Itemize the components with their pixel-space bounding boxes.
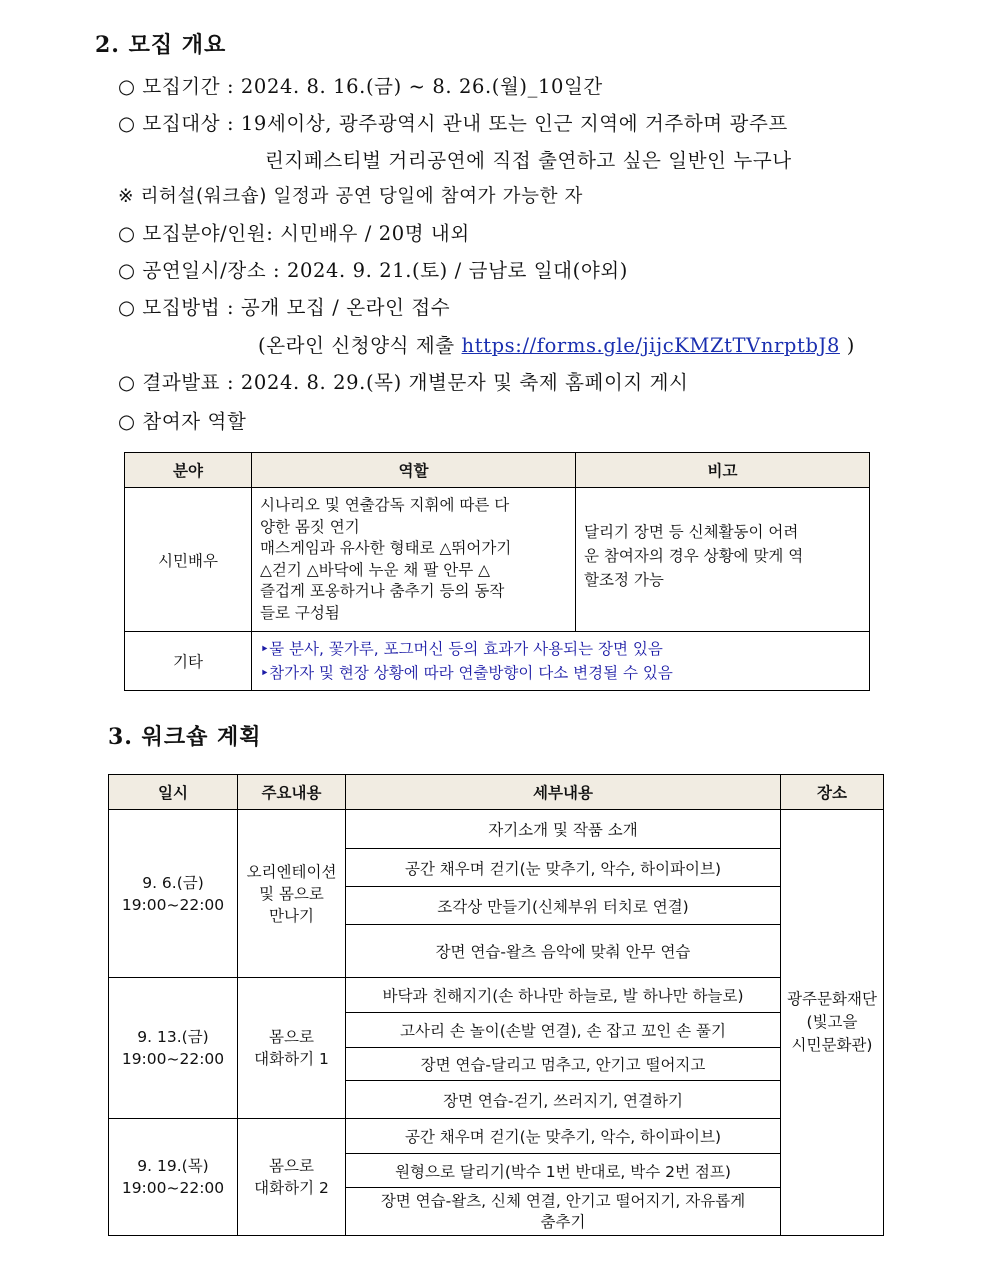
note-line: 달리기 장면 등 신체활동이 어려 — [584, 522, 799, 541]
role-line: 즐겁게 포옹하거나 춤추기 등의 동작 — [260, 582, 505, 600]
place-line: 광주문화재단 — [787, 990, 877, 1008]
ws-detail: 조각상 만들기(신체부위 터치로 연결) — [346, 887, 781, 925]
time-line: 19:00~22:00 — [121, 1050, 225, 1068]
ws-detail: 고사리 손 놀이(손발 연결), 손 잡고 꼬인 손 풀기 — [346, 1013, 781, 1048]
topic-line: 대화하기 2 — [254, 1179, 329, 1197]
apply-form-link[interactable]: https://forms.gle/jijcKMZtTVnrptbJ8 — [461, 334, 840, 357]
recruit-field: ○ 모집분야/인원: 시민배우 / 20명 내외 — [118, 222, 470, 245]
role-line: 시나리오 및 연출감독 지휘에 따른 다 — [260, 496, 510, 514]
recruit-method: ○ 모집방법 : 공개 모집 / 온라인 접수 — [118, 296, 451, 319]
ws-date-3 — [109, 1119, 238, 1236]
role-line: 양한 몸짓 연기 — [260, 517, 360, 536]
ws-detail: 장면 연습-걷기, 쓰러지기, 연결하기 — [346, 1081, 781, 1119]
result-announce: ○ 결과발표 : 2024. 8. 29.(목) 개별문자 및 축제 홈페이지 게시 — [118, 371, 689, 394]
date-line: 9. 6.(금) — [142, 873, 204, 892]
ws-detail: 장면 연습-달리고 멈추고, 안기고 떨어지고 — [346, 1048, 781, 1081]
ws-topic-2 — [238, 978, 346, 1119]
ws-detail: 원형으로 달리기(박수 1번 반대로, 박수 2번 점프) — [346, 1154, 781, 1188]
role-field-citizen: 시민배우 — [125, 488, 252, 632]
role-line: 들로 구성됨 — [260, 603, 340, 622]
detail-line: 춤추기 — [540, 1212, 586, 1231]
section-2-title: 2. 모집 개요 — [95, 32, 227, 58]
topic-line: 몸으로 — [269, 1028, 314, 1046]
ws-header-topic: 주요내용 — [238, 775, 346, 810]
role-line: △걷기 △바닥에 누운 채 팔 안무 △ — [260, 560, 491, 579]
role-table — [124, 452, 870, 691]
note-line: 운 참여자의 경우 상황에 맞게 역 — [584, 546, 804, 565]
date-line: 9. 19.(목) — [137, 1157, 209, 1175]
apply-prefix: (온라인 신청양식 제출 — [258, 334, 462, 357]
role-header-field: 분야 — [125, 453, 252, 488]
apply-online — [258, 330, 855, 358]
apply-suffix: ) — [839, 334, 855, 357]
ws-topic-1 — [238, 810, 346, 978]
other-note: ‣참가자 및 현장 상황에 따라 연출방향이 다소 변경될 수 있음 — [260, 664, 673, 682]
section-3-title: 3. 워크숍 계획 — [108, 724, 262, 750]
ws-detail: 자기소개 및 작품 소개 — [346, 810, 781, 849]
ws-date-1 — [109, 810, 238, 978]
ws-header-place: 장소 — [781, 775, 884, 810]
topic-line: 만나기 — [269, 906, 314, 925]
participant-role-heading: ○ 참여자 역할 — [118, 410, 247, 433]
recruit-period: ○ 모집기간 : 2024. 8. 16.(금) ~ 8. 26.(월)_10일간 — [118, 75, 603, 98]
role-header-role: 역할 — [252, 453, 576, 488]
date-line: 9. 13.(금) — [137, 1028, 209, 1046]
topic-line: 몸으로 — [269, 1157, 314, 1175]
workshop-table — [108, 774, 884, 1236]
ws-detail: 공간 채우며 걷기(눈 맞추기, 악수, 하이파이브) — [346, 849, 781, 887]
role-header-note: 비고 — [576, 453, 870, 488]
recruit-target-cont: 린지페스티벌 거리공연에 직접 출연하고 싶은 일반인 누구나 — [265, 149, 792, 172]
ws-detail — [346, 1188, 781, 1236]
ws-detail: 장면 연습-왈츠 음악에 맞춰 안무 연습 — [346, 925, 781, 978]
role-desc-citizen — [252, 488, 576, 632]
rehearsal-note: ※ 리허설(워크숍) 일정과 공연 당일에 참여가 가능한 자 — [118, 186, 583, 207]
ws-header-date: 일시 — [109, 775, 238, 810]
performance-info: ○ 공연일시/장소 : 2024. 9. 21.(토) / 금남로 일대(야외) — [118, 259, 628, 282]
ws-detail: 바닥과 친해지기(손 하나만 하늘로, 발 하나만 하늘로) — [346, 978, 781, 1013]
role-line: 매스게임과 유사한 형태로 △뛰어가기 — [260, 539, 512, 557]
note-line: 할조정 가능 — [584, 570, 664, 589]
time-line: 19:00~22:00 — [121, 1179, 225, 1197]
topic-line: 오리엔테이션 — [246, 862, 337, 881]
ws-topic-3 — [238, 1119, 346, 1236]
topic-line: 대화하기 1 — [254, 1050, 329, 1068]
recruit-target: ○ 모집대상 : 19세이상, 광주광역시 관내 또는 인근 지역에 거주하며 광주프 — [118, 112, 788, 135]
ws-date-2 — [109, 978, 238, 1119]
ws-place — [781, 810, 884, 1236]
role-field-other: 기타 — [125, 632, 252, 691]
role-other-notes — [252, 632, 870, 691]
time-line: 19:00~22:00 — [121, 895, 225, 914]
ws-header-details: 세부내용 — [346, 775, 781, 810]
topic-line: 및 몸으로 — [259, 884, 324, 903]
other-note: ‣물 분사, 꽃가루, 포그머신 등의 효과가 사용되는 장면 있음 — [260, 640, 663, 658]
place-line: 시민문화관) — [791, 1036, 873, 1054]
detail-line: 장면 연습-왈츠, 신체 연결, 안기고 떨어지기, 자유롭게 — [380, 1191, 746, 1210]
place-line: (빛고을 — [806, 1013, 858, 1031]
role-note-citizen — [576, 488, 870, 632]
ws-detail: 공간 채우며 걷기(눈 맞추기, 악수, 하이파이브) — [346, 1119, 781, 1154]
